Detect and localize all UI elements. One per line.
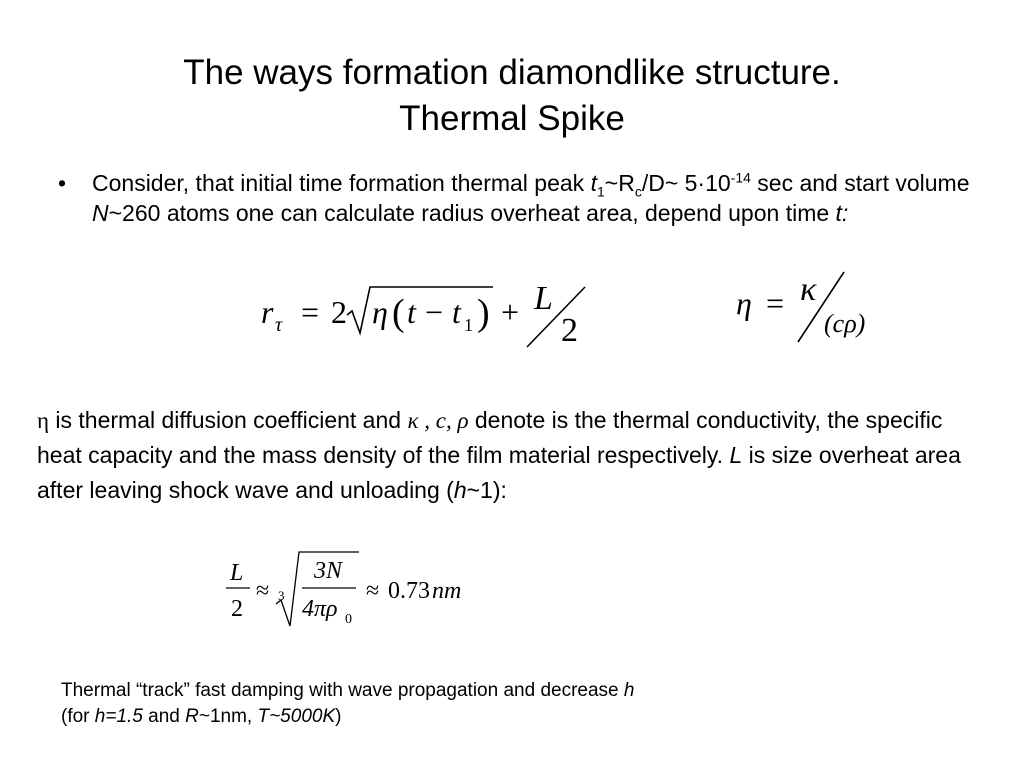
f1-denom: 2 xyxy=(561,312,578,349)
f1-two: 2 xyxy=(331,294,347,330)
note-hval: h=1.5 xyxy=(94,706,143,727)
para-part3: is size overheat area after leaving shock wave and unloading ( xyxy=(37,442,961,503)
f2-eq: = xyxy=(766,285,785,321)
bullet-N: N xyxy=(92,200,109,226)
f3-num: 3N xyxy=(314,558,343,584)
f3-approx2: ≈ xyxy=(366,578,380,604)
bullet-dot: • xyxy=(58,170,67,196)
f1-minus: − xyxy=(425,294,444,330)
note-part3: and xyxy=(142,706,186,727)
f1-eq: = xyxy=(301,294,320,330)
formula-size xyxy=(222,548,492,638)
f1-sub1: 1 xyxy=(464,315,473,335)
f3-unit: nm xyxy=(432,578,462,604)
title-line-1: The ways formation diamondlike structure. xyxy=(183,53,841,92)
para-L: L xyxy=(729,442,743,468)
para-symbols: κ , c, ρ xyxy=(407,408,469,433)
f1-t1: t xyxy=(452,294,461,330)
note-line-2 xyxy=(61,704,961,730)
note-part4: ~1nm, xyxy=(198,706,258,727)
note-part5: ) xyxy=(335,706,342,727)
bullet-part2: ~R xyxy=(604,170,635,196)
bullet-part5: ~260 atoms one can calculate radius overheat area, depend upon time xyxy=(108,200,836,226)
formula-radius xyxy=(255,275,595,355)
f3-value: 0.73 xyxy=(388,578,430,604)
f1-eta: η xyxy=(372,294,388,330)
bullet-sup-exp: -14 xyxy=(730,169,751,186)
f2-eta: η xyxy=(736,285,752,321)
note-T: T~5000K xyxy=(257,706,336,727)
bullet-sub-1: 1 xyxy=(596,183,605,200)
f1-r: r xyxy=(261,294,274,330)
bullet-part3: /D~ 5·10 xyxy=(641,170,731,196)
note-part2: (for xyxy=(61,706,95,727)
footnote xyxy=(61,678,961,730)
note-R: R xyxy=(185,706,199,727)
f1-L: L xyxy=(534,280,553,317)
bullet-part1: Consider, that initial time formation thermal peak xyxy=(92,170,591,196)
f3-approx1: ≈ xyxy=(256,578,270,604)
f1-tau: τ xyxy=(275,314,283,336)
note-h: h xyxy=(623,680,635,701)
para-eta: η xyxy=(37,408,50,433)
f1-plus: + xyxy=(501,294,520,330)
f2-kappa: κ xyxy=(800,271,817,308)
formula-eta xyxy=(730,268,910,348)
bullet-part4: sec and start volume xyxy=(750,170,970,196)
f3-root-index: 3 xyxy=(278,588,285,603)
f3-den-sub: 0 xyxy=(345,612,352,627)
bullet-t-end: t: xyxy=(835,200,849,226)
para-part2: denote is the thermal conductivity, the specific heat capacity and the mass density of the film material respectively. xyxy=(37,407,943,468)
title-line-2: Thermal Spike xyxy=(399,99,625,138)
para-h: h xyxy=(453,477,467,503)
definition-paragraph xyxy=(37,403,987,508)
f1-rparen: ) xyxy=(477,292,490,334)
bullet-text xyxy=(92,168,998,228)
f1-lparen: ( xyxy=(392,292,405,334)
bullet-t: t xyxy=(590,170,597,196)
f1-t: t xyxy=(407,294,416,330)
f3-two: 2 xyxy=(231,596,243,622)
para-part1: is thermal diffusion coefficient and xyxy=(49,407,408,433)
f3-L: L xyxy=(230,560,244,586)
f2-denom: (cρ) xyxy=(824,309,866,338)
para-part4: ~1): xyxy=(466,477,507,503)
note-line-1 xyxy=(61,678,961,704)
note-part1: Thermal “track” fast damping with wave propagation and decrease xyxy=(61,680,624,701)
f3-den: 4πρ xyxy=(302,596,338,622)
slide-title xyxy=(0,50,1024,142)
bullet-sub-c: c xyxy=(634,183,642,200)
